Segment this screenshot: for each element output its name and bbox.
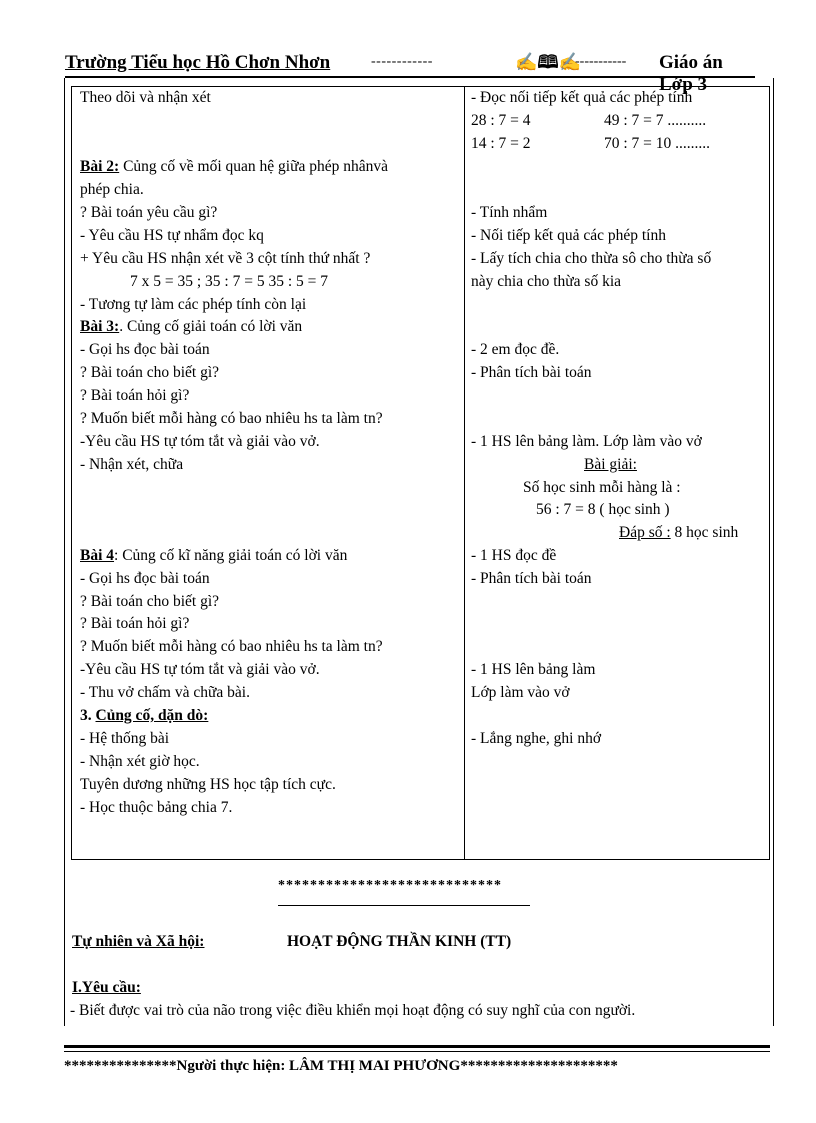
page-header [65, 52, 735, 95]
bai3-text: . Củng cố giải toán có lời văn [119, 318, 303, 335]
answer-label: Đáp số : [619, 524, 671, 541]
header-dashes-left: ------------ [371, 54, 433, 69]
right-line: Lớp làm vào vở [471, 684, 570, 701]
right-line: - 1 HS lên bảng làm. Lớp làm vào vở [471, 433, 702, 450]
right-line: - Phân tích bài toán [471, 570, 592, 587]
right-line: - 1 HS lên bảng làm [471, 661, 596, 678]
left-line: ? Bài toán cho biết gì? [80, 593, 220, 610]
right-line: - Lắng nghe, ghi nhớ [471, 730, 602, 747]
left-line: - Nhận xét, chữa [80, 456, 184, 473]
right-line: - 2 em đọc đề. [471, 341, 560, 358]
left-line: - Hệ thống bài [80, 730, 170, 747]
left-line [80, 155, 388, 178]
left-line: 7 x 5 = 35 ; 35 : 7 = 5 35 : 5 = 7 [130, 273, 329, 290]
right-line: - Lấy tích chia cho thừa sô cho thừa số [471, 250, 712, 267]
left-line [80, 315, 302, 338]
footer-stars-right: ********************* [460, 1058, 618, 1074]
answer-value: 8 học sinh [670, 524, 739, 541]
section3-title: Củng cố, dặn dò: [95, 707, 209, 724]
footer-divider-thick [64, 1045, 770, 1048]
section3-number: 3. [80, 707, 96, 724]
left-line: - Gọi hs đọc bài toán [80, 570, 210, 587]
left-line [80, 544, 347, 567]
left-line: -Yêu cầu HS tự tóm tắt và giải vào vở. [80, 433, 320, 450]
right-line: 28 : 7 = 4 [471, 112, 531, 129]
left-line: - Nhận xét giờ học. [80, 753, 200, 770]
left-line: ? Bài toán yêu cầu gì? [80, 204, 218, 221]
left-line: phép chia. [80, 181, 144, 198]
requirement-item: - Biết được vai trò của não trong việc điều khiển mọi hoạt động có suy nghĩ của con người. [70, 1002, 636, 1019]
right-line: - Đọc nối tiếp kết quả các phép tính [471, 89, 693, 106]
footer-stars-left: *************** [64, 1058, 177, 1074]
bai4-title: Bài 4 [80, 547, 115, 564]
left-line: - Thu vở chấm và chữa bài. [80, 684, 250, 701]
left-line: ? Bài toán cho biết gì? [80, 364, 220, 381]
bai2-title: Bài 2: [80, 158, 120, 175]
bai3-title: Bài 3: [80, 318, 120, 335]
subject-label: Tự nhiên và Xã hội: [72, 933, 205, 950]
left-line: - Gọi hs đọc bài toán [80, 341, 210, 358]
footer-author: Người thực hiện: LÂM THỊ MAI PHƯƠNG [176, 1058, 461, 1074]
school-name: Trường Tiểu học Hồ Chơn Nhơn [65, 52, 331, 73]
left-line: - Tương tự làm các phép tính còn lại [80, 296, 307, 313]
footer-divider-thin [64, 1051, 770, 1052]
right-line: - Tính nhẩm [471, 204, 548, 221]
left-line: ? Muốn biết mỗi hàng có bao nhiêu hs ta làm tn? [80, 638, 383, 655]
right-line: này chia cho thừa số kia [471, 273, 622, 290]
left-line: ? Bài toán hỏi gì? [80, 387, 190, 404]
right-line: 14 : 7 = 2 [471, 135, 531, 152]
page-footer [64, 1058, 618, 1075]
right-line: - Phân tích bài toán [471, 364, 592, 381]
left-line: -Yêu cầu HS tự tóm tắt và giải vào vở. [80, 661, 320, 678]
right-line: 49 : 7 = 7 .......... [604, 112, 707, 129]
bai2-text: Củng cố về mối quan hệ giữa phép nhânvà [119, 158, 389, 175]
bai4-text: : Củng cố kĩ năng giải toán có lời văn [114, 547, 348, 564]
left-line: Tuyên dương những HS học tập tích cực. [80, 776, 336, 793]
book-ornament-icon: ✍🕮✍ [515, 52, 582, 72]
grade-label: Giáo án Lớp 3 [659, 52, 723, 95]
section-separator-line [278, 905, 530, 906]
requirements-heading: I.Yêu cầu: [72, 979, 141, 996]
left-line: ? Bài toán hỏi gì? [80, 615, 190, 632]
left-line: Theo dõi và nhận xét [80, 89, 211, 106]
left-line: ? Muốn biết mỗi hàng có bao nhiêu hs ta làm tn? [80, 410, 383, 427]
table-column-divider [464, 86, 465, 860]
right-line: - Nối tiếp kết quả các phép tính [471, 227, 666, 244]
right-line: - 1 HS đọc đề [471, 547, 557, 564]
section3-heading [80, 704, 208, 727]
left-line: + Yêu cầu HS nhận xét về 3 cột tính thứ nhất ? [80, 250, 371, 267]
left-line: - Yêu cầu HS tự nhẩm đọc kq [80, 227, 264, 244]
header-dashes-right: ----------- [575, 54, 627, 69]
right-line: Số học sinh mỗi hàng là : [523, 479, 681, 496]
left-line: - Học thuộc bảng chia 7. [80, 799, 233, 816]
answer-line [619, 521, 738, 544]
section-separator-stars: **************************** [278, 878, 502, 893]
right-line: 70 : 7 = 10 ......... [604, 135, 711, 152]
lesson-title: HOẠT ĐỘNG THẦN KINH (TT) [287, 933, 512, 950]
right-line: 56 : 7 = 8 ( học sinh ) [536, 501, 670, 518]
solution-title: Bài giải: [584, 456, 637, 473]
